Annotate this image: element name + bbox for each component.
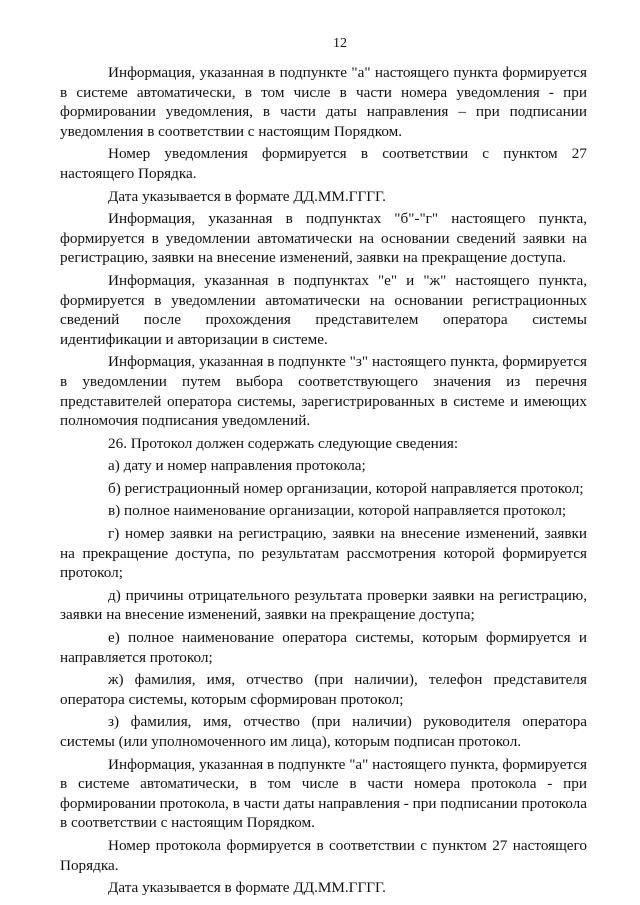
- paragraph-date-format: Дата указывается в формате ДД.ММ.ГГГГ.: [108, 187, 386, 205]
- list-item-b: б) регистрационный номер организации, которой направляется протокол;: [108, 479, 584, 497]
- paragraph-info-items-e-zh: Информация, указанная в подпунктах "е" и "ж" настоящего пункта, формируется в уведомлении автоматически на основании регистрационных сведений после прохождения представителем оператора системы идентификации и авторизации в системе.: [60, 271, 587, 348]
- list-item-v: в) полное наименование организации, которой направляется протокол;: [108, 502, 567, 520]
- paragraph-date-format-protocol: Дата указывается в формате ДД.ММ.ГГГГ.: [108, 879, 386, 897]
- paragraph-info-item-a-protocol: Информация, указанная в подпункте "а" настоящего пункта, формируется в системе автоматически, в том числе в части номера протокола - при формировании протокола, в части даты направления - при подписании протокола в соответствии с настоящим Порядком.: [60, 755, 587, 832]
- list-item-z: з) фамилия, имя, отчество (при наличии) руководителя оператора системы (или уполномоченного им лица), которым подписан протокол.: [60, 713, 587, 750]
- list-item-e: е) полное наименование оператора системы, которым формируется и направляется протокол;: [60, 629, 587, 666]
- paragraph-info-item-a-notification: Информация, указанная в подпункте "а" настоящего пункта формируется в системе автоматически, в том числе в части номера уведомления - при формировании уведомления, в части даты направления – при подписании уведомления в соответствии с настоящим Порядком.: [60, 64, 587, 140]
- paragraph-protocol-number: Номер протокола формируется в соответствии с пунктом 27 настоящего Порядка.: [60, 836, 587, 874]
- list-item-g: г) номер заявки на регистрацию, заявки на внесение изменений, заявки на прекращение доступа, по результатам рассмотрения которой формируется протокол;: [60, 525, 587, 582]
- list-item-zh: ж) фамилия, имя, отчество (при наличии), телефон представителя оператора системы, которым сформирован протокол;: [60, 671, 587, 708]
- paragraph-info-items-b-g: Информация, указанная в подпунктах "б"-"г" настоящего пункта, формируется в уведомлении автоматически на основании сведений заявки на регистрацию, заявки на внесение изменений, заявки на прекращение доступа.: [60, 210, 587, 267]
- document-body: [60, 63, 587, 898]
- list-item-d: д) причины отрицательного результата проверки заявки на регистрацию, заявки на внесение изменений, заявки на прекращение доступа;: [60, 586, 587, 624]
- paragraph-item-26-intro: 26. Протокол должен содержать следующие сведения:: [108, 434, 459, 452]
- paragraph-info-item-z: Информация, указанная в подпункте "з" настоящего пункта, формируется в уведомлении путем выбора соответствующего значения из перечня представителей оператора системы, зарегистрированных в системе и имеющих полномочия подписания уведомлений.: [60, 353, 587, 430]
- page-number: 12: [333, 36, 347, 51]
- list-item-a: а) дату и номер направления протокола;: [108, 457, 366, 475]
- paragraph-notification-number: Номер уведомления формируется в соответствии с пунктом 27 настоящего Порядка.: [60, 145, 587, 182]
